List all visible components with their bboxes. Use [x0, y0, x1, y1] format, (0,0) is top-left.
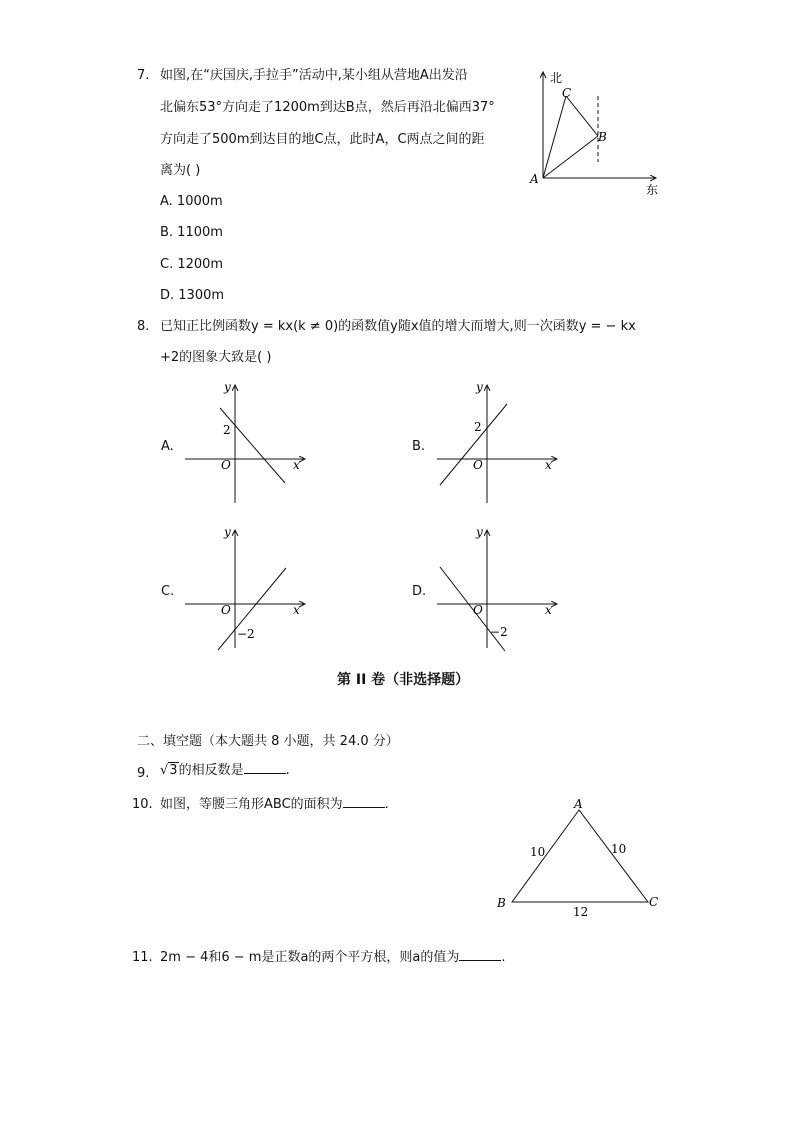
q8-graph-b-x-label: x — [545, 458, 552, 472]
q11-end: . — [501, 950, 506, 965]
q7-option-c: C. 1200m — [160, 257, 224, 272]
q7-line1: 如图,在“庆国庆,手拉手”活动中,某小组从营地A出发沿 — [160, 68, 468, 83]
q8-graph-c-x-label: x — [293, 603, 300, 617]
q8-graph-d-label: D. — [412, 584, 427, 599]
q7-number: 7. — [137, 68, 150, 83]
q9-end: . — [285, 763, 290, 778]
q7-line4: 离为( ) — [160, 163, 201, 178]
q7-label-north: 北 — [550, 71, 563, 85]
q9-sqrt-sign: √ — [160, 763, 169, 778]
q8-graph-d-intercept: −2 — [490, 625, 508, 639]
q7-line2: 北偏东53°方向走了1200m到达B点，然后再沿北偏西37° — [160, 100, 495, 115]
q9-number: 9. — [137, 766, 150, 781]
q7-label-b: B — [598, 130, 607, 144]
q9-text: 的相反数是 — [178, 763, 244, 778]
q8-number: 8. — [137, 319, 150, 334]
q11-content — [160, 951, 506, 964]
q8-graph-d-x-label: x — [545, 603, 552, 617]
q8-graph-b-y-label: y — [476, 380, 483, 394]
q10-left-side: 10 — [530, 845, 546, 859]
q8-graph-c-label: C. — [161, 584, 175, 599]
q8-line1: 已知正比例函数y = kx(k ≠ 0)的函数值y随x值的增大而增大,则一次函数y = − kx — [160, 319, 636, 334]
q7-option-b: B. 1100m — [160, 225, 223, 240]
q7-label-east: 东 — [646, 183, 659, 197]
q8-graph-c-origin: O — [221, 603, 231, 617]
q8-graph-d-origin: O — [473, 603, 483, 617]
q10-label-a: A — [574, 797, 583, 811]
q8-graph-a-intercept: 2 — [223, 423, 231, 437]
q7-label-c: C — [562, 86, 572, 100]
q10-number: 10. — [132, 797, 153, 812]
q8-graph-b-origin: O — [473, 458, 483, 472]
q7-line3: 方向走了500m到达目的地C点，此时A，C两点之间的距 — [160, 132, 485, 147]
q11-text: 2m − 4和6 − m是正数a的两个平方根，则a的值为 — [160, 950, 460, 965]
q7-option-a: A. 1000m — [160, 194, 223, 209]
q8-graph-a-x-label: x — [293, 458, 300, 472]
q8-graph-a-label: A. — [161, 439, 174, 454]
q8-graph-b-label: B. — [412, 439, 426, 454]
q10-base: 12 — [573, 905, 589, 919]
q11-number: 11. — [132, 950, 153, 965]
q10-label-b: B — [497, 896, 506, 910]
q7-label-a: A — [530, 172, 539, 186]
part2-title: 第 II 卷（非选择题） — [337, 672, 470, 688]
q8-line2: +2的图象大致是( ) — [160, 350, 272, 365]
q10-right-side: 10 — [611, 842, 627, 856]
q10-text: 如图，等腰三角形ABC的面积为 — [160, 797, 343, 812]
q9-radicand: 3 — [169, 763, 178, 778]
section2-title: 二、填空题（本大题共 8 小题，共 24.0 分） — [137, 734, 399, 749]
q8-graph-c-y-label: y — [224, 525, 231, 539]
q8-graph-a-origin: O — [221, 458, 231, 472]
q8-graph-c-intercept: −2 — [237, 627, 255, 641]
q8-graph-b-intercept: 2 — [474, 420, 482, 434]
q8-graph-a-y-label: y — [224, 380, 231, 394]
q10-end: . — [384, 797, 389, 812]
q11-answer-blank — [459, 959, 501, 961]
q7-option-d: D. 1300m — [160, 288, 225, 303]
q8-graph-d-y-label: y — [476, 525, 483, 539]
q10-label-c: C — [649, 895, 659, 909]
